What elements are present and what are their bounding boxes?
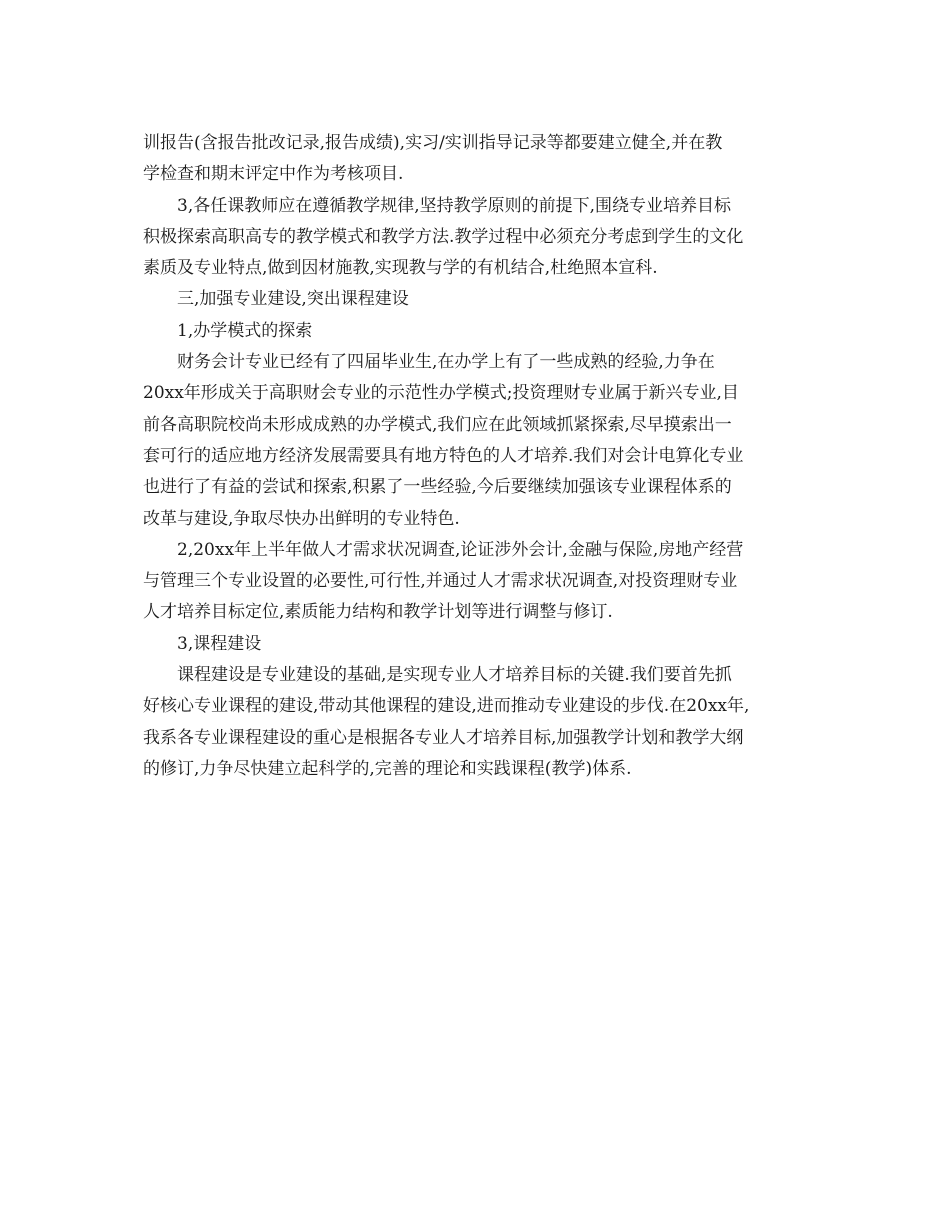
text-line: 3,各任课教师应在遵循教学规律,坚持教学原则的前提下,围绕专业培养目标 bbox=[177, 195, 732, 216]
text-line: 1,办学模式的探索 bbox=[177, 320, 313, 341]
text-line: 训报告(含报告批改记录,报告成绩),实习/实训指导记录等都要建立健全,并在教 bbox=[143, 133, 723, 153]
document-body bbox=[143, 128, 823, 785]
text-line: 人才培养目标定位,素质能力结构和教学计划等进行调整与修订. bbox=[143, 602, 613, 623]
text-line: 课程建设是专业建设的基础,是实现专业人才培养目标的关键.我们要首先抓 bbox=[177, 665, 732, 686]
text-line: 好核心专业课程的建设,带动其他课程的建设,进而推动专业建设的步伐.在20xx年, bbox=[143, 696, 750, 717]
text-line: 素质及专业特点,做到因材施教,实现教与学的有机结合,杜绝照本宣科. bbox=[143, 258, 658, 279]
text-line: 20xx年形成关于高职财会专业的示范性办学模式;投资理财专业属于新兴专业,目 bbox=[143, 383, 739, 404]
text-line: 也进行了有益的尝试和探索,积累了一些经验,今后要继续加强该专业课程体系的 bbox=[143, 477, 732, 498]
text-line: 学检查和期末评定中作为考核项目. bbox=[143, 164, 404, 185]
text-line: 2,20xx年上半年做人才需求状况调查,论证涉外会计,金融与保险,房地产经营 bbox=[177, 539, 744, 560]
text-line: 财务会计专业已经有了四届毕业生,在办学上有了一些成熟的经验,力争在 bbox=[177, 352, 715, 373]
text-line: 套可行的适应地方经济发展需要具有地方特色的人才培养.我们对会计电算化专业 bbox=[143, 445, 744, 466]
text-line: 改革与建设,争取尽快办出鲜明的专业特色. bbox=[143, 508, 460, 529]
text-line: 前各高职院校尚未形成成熟的办学模式,我们应在此领域抓紧探索,尽早摸索出一 bbox=[143, 414, 732, 435]
text-line: 积极探索高职高专的教学模式和教学方法.教学过程中必须充分考虑到学生的文化 bbox=[143, 226, 744, 247]
text-line: 我系各专业课程建设的重心是根据各专业人才培养目标,加强教学计划和教学大纲 bbox=[143, 727, 744, 748]
text-line: 3,课程建设 bbox=[177, 633, 262, 654]
text-line: 与管理三个专业设置的必要性,可行性,并通过人才需求状况调查,对投资理财专业 bbox=[143, 571, 738, 592]
text-line: 三,加强专业建设,突出课程建设 bbox=[177, 289, 409, 310]
text-line: 的修订,力争尽快建立起科学的,完善的理论和实践课程(教学)体系. bbox=[143, 758, 632, 779]
